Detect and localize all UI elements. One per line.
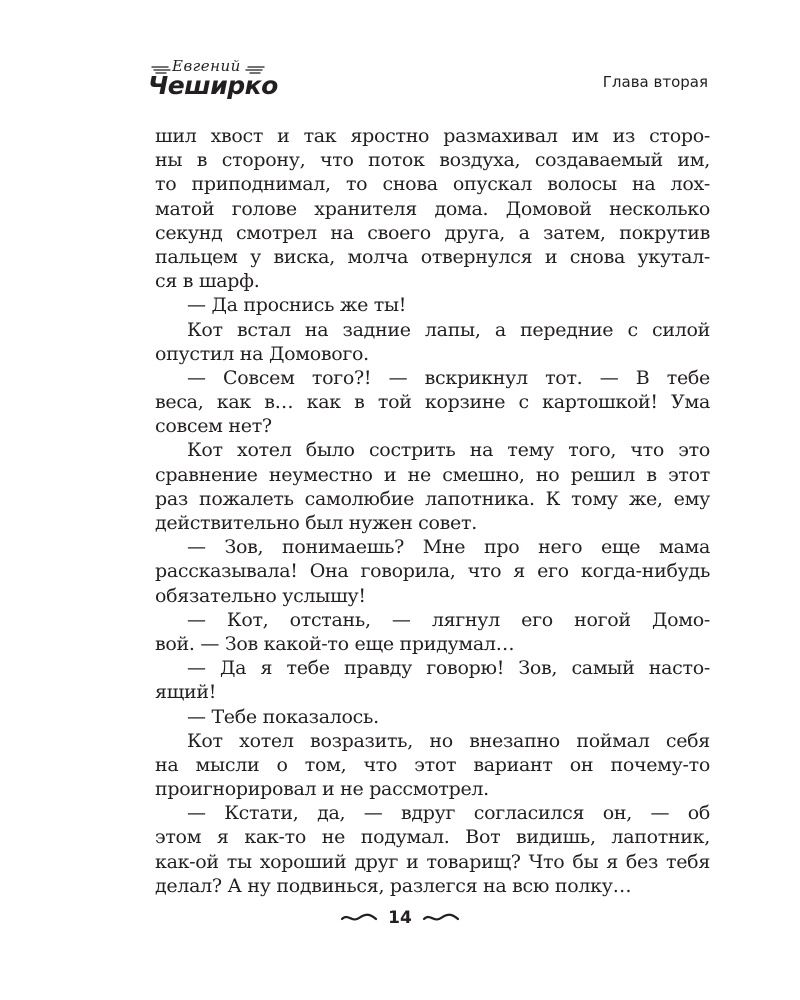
left-swash-icon xyxy=(340,911,378,925)
text-line: секунд смотрел на своего друга, а затем, покрутив xyxy=(155,221,710,244)
text-line: как-ой ты хороший друг и товарищ? Что бы я без тебя xyxy=(155,850,710,873)
text-line: веса, как в… как в той корзине с картошкой! Ума xyxy=(155,391,710,414)
text-line: ящий! xyxy=(155,681,217,704)
page-footer xyxy=(0,908,800,928)
text-line: то приподнимал, то снова опускал волосы на лох- xyxy=(155,173,710,196)
text-line: делал? А ну подвинься, разлегся на всю полку… xyxy=(155,874,632,897)
text-line: Кот хотел было сострить на тему того, что это xyxy=(187,439,710,462)
text-line: обязательно услышу! xyxy=(155,584,366,607)
page-number: 14 xyxy=(388,908,412,928)
body-text xyxy=(155,124,710,898)
text-line: матой голове хранителя дома. Домовой несколько xyxy=(155,197,710,220)
text-line: — Да я тебе правду говорю! Зов, самый насто- xyxy=(187,657,710,680)
text-line: на мысли о том, что этот вариант он почему-то xyxy=(155,753,710,776)
chapter-title: Глава вторая xyxy=(602,73,708,91)
text-line: ны в сторону, что поток воздуха, создаваемый им, xyxy=(155,149,710,172)
text-line: проигнорировал и не рассмотрел. xyxy=(155,778,489,801)
text-line: Кот хотел возразить, но внезапно поймал себя xyxy=(187,729,710,752)
text-line: этом я как-то не подумал. Вот видишь, лапотник, xyxy=(155,826,710,849)
right-swash-icon xyxy=(422,911,460,925)
text-line: совсем нет? xyxy=(155,415,272,438)
text-line: раз пожалеть самолюбие лапотника. К тому же, ему xyxy=(155,487,710,510)
text-line: — Да проснись же ты! xyxy=(187,294,407,317)
text-line: сравнение неуместно и не смешно, но решил в этот xyxy=(155,463,710,486)
text-line: — Кстати, да, — вдруг согласился он, — об xyxy=(187,802,710,825)
author-first-name: Евгений xyxy=(172,57,241,75)
text-line: — Зов, понимаешь? Мне про него еще мама xyxy=(187,536,710,559)
text-line: опустил на Домового. xyxy=(155,342,369,365)
text-line: Кот встал на задние лапы, а передние с силой xyxy=(187,318,710,341)
text-line: рассказывала! Она говорила, что я его когда-нибудь xyxy=(155,560,710,583)
author-last-name: Чеширко xyxy=(148,71,278,100)
text-line: — Кот, отстань, — лягнул его ногой Домо- xyxy=(187,608,710,631)
text-line: шил хвост и так яростно размахивал им из сторо- xyxy=(155,125,710,147)
text-line: вой. — Зов какой-то еще придумал… xyxy=(155,632,515,655)
text-line: пальцем у виска, молча отвернулся и снова укутал- xyxy=(155,245,710,268)
text-line: — Тебе показалось. xyxy=(187,705,379,728)
author-logo xyxy=(148,57,278,106)
text-line: — Совсем того?! — вскрикнул тот. — В тебе xyxy=(187,366,710,389)
text-line: ся в шарф. xyxy=(155,270,260,293)
text-line: действительно был нужен совет. xyxy=(155,512,477,534)
